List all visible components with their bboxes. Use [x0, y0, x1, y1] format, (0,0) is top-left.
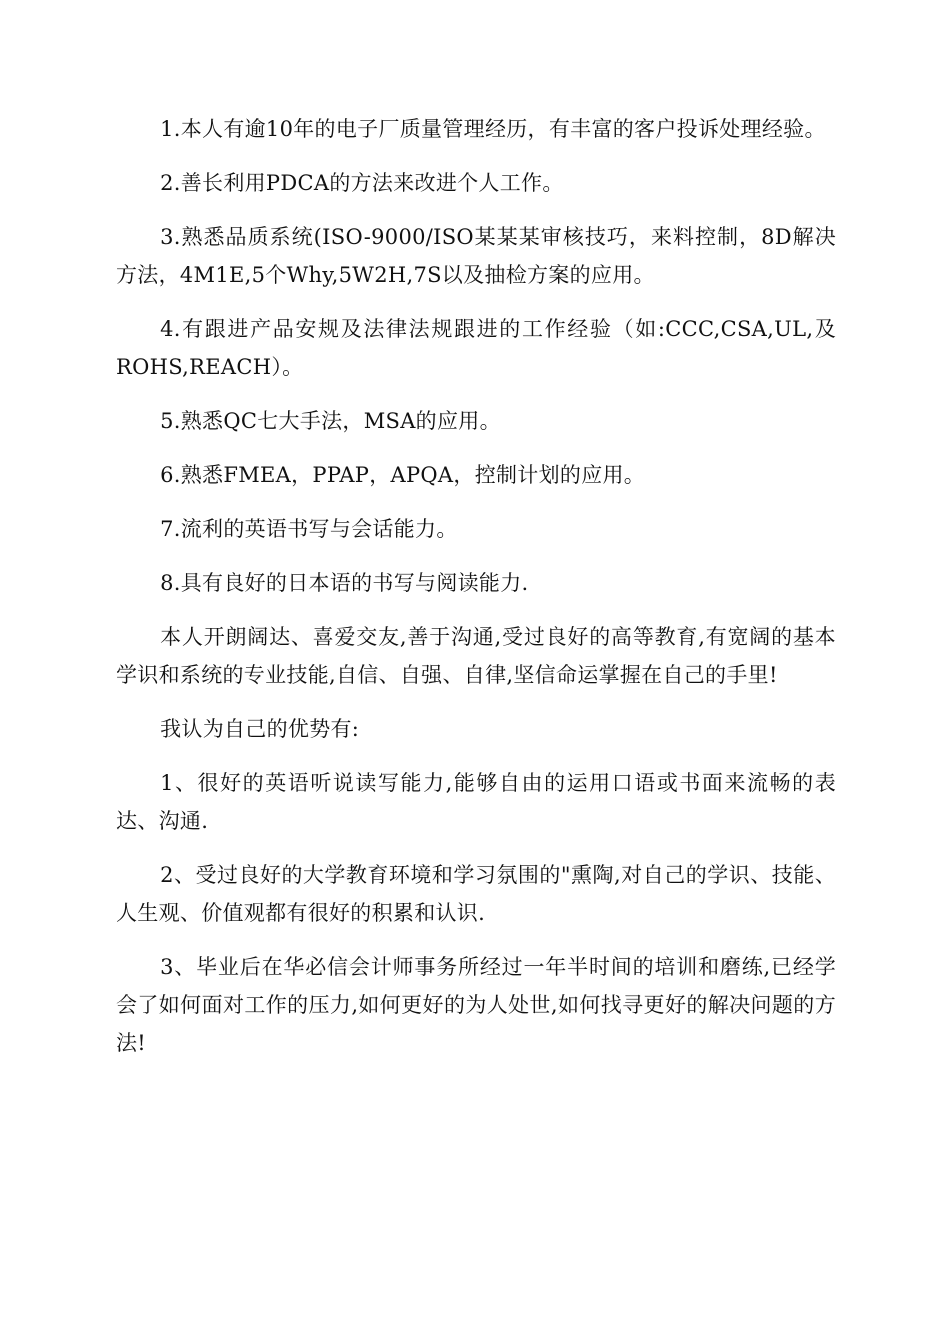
paragraph-advantage-3: 3、毕业后在华必信会计师事务所经过一年半时间的培训和磨练,已经学会了如何面对工作的压力,如何更好的为人处世,如何找寻更好的解决问题的方法!: [116, 955, 836, 1055]
paragraph-english: 7.流利的英语书写与会话能力。: [160, 517, 458, 541]
paragraph-fmea: 6.熟悉FMEA，PPAP，APQA，控制计划的应用。: [160, 463, 646, 487]
paragraph-pdca: 2.善长利用PDCA的方法来改进个人工作。: [160, 171, 564, 195]
paragraph-quality-system: 3.熟悉品质系统(ISO-9000/ISO某某某审核技巧，来料控制，8D解决方法，4M1E,5个Why,5W2H,7S以及抽检方案的应用。: [116, 225, 836, 287]
paragraph-advantage-2: 2、受过良好的大学教育环境和学习氛围的"熏陶,对自己的学识、技能、人生观、价值观都有很好的积累和认识.: [116, 863, 836, 925]
paragraph-advantages-heading: 我认为自己的优势有:: [160, 717, 360, 741]
paragraph-personality: 本人开朗阔达、喜爱交友,善于沟通,受过良好的高等教育,有宽阔的基本学识和系统的专业技能,自信、自强、自律,坚信命运掌握在自己的手里!: [116, 625, 836, 687]
document-body: [116, 110, 836, 1078]
paragraph-qc-tools: 5.熟悉QC七大手法，MSA的应用。: [160, 409, 501, 433]
paragraph-advantage-1: 1、很好的英语听说读写能力,能够自由的运用口语或书面来流畅的表达、沟通.: [116, 771, 836, 833]
paragraph-japanese: 8.具有良好的日本语的书写与阅读能力.: [160, 571, 529, 595]
paragraph-regulations: 4.有跟进产品安规及法律法规跟进的工作经验（如:CCC,CSA,UL,及ROHS,REACH）。: [116, 317, 836, 379]
paragraph-quality-experience: 1.本人有逾10年的电子厂质量管理经历，有丰富的客户投诉处理经验。: [160, 117, 826, 141]
